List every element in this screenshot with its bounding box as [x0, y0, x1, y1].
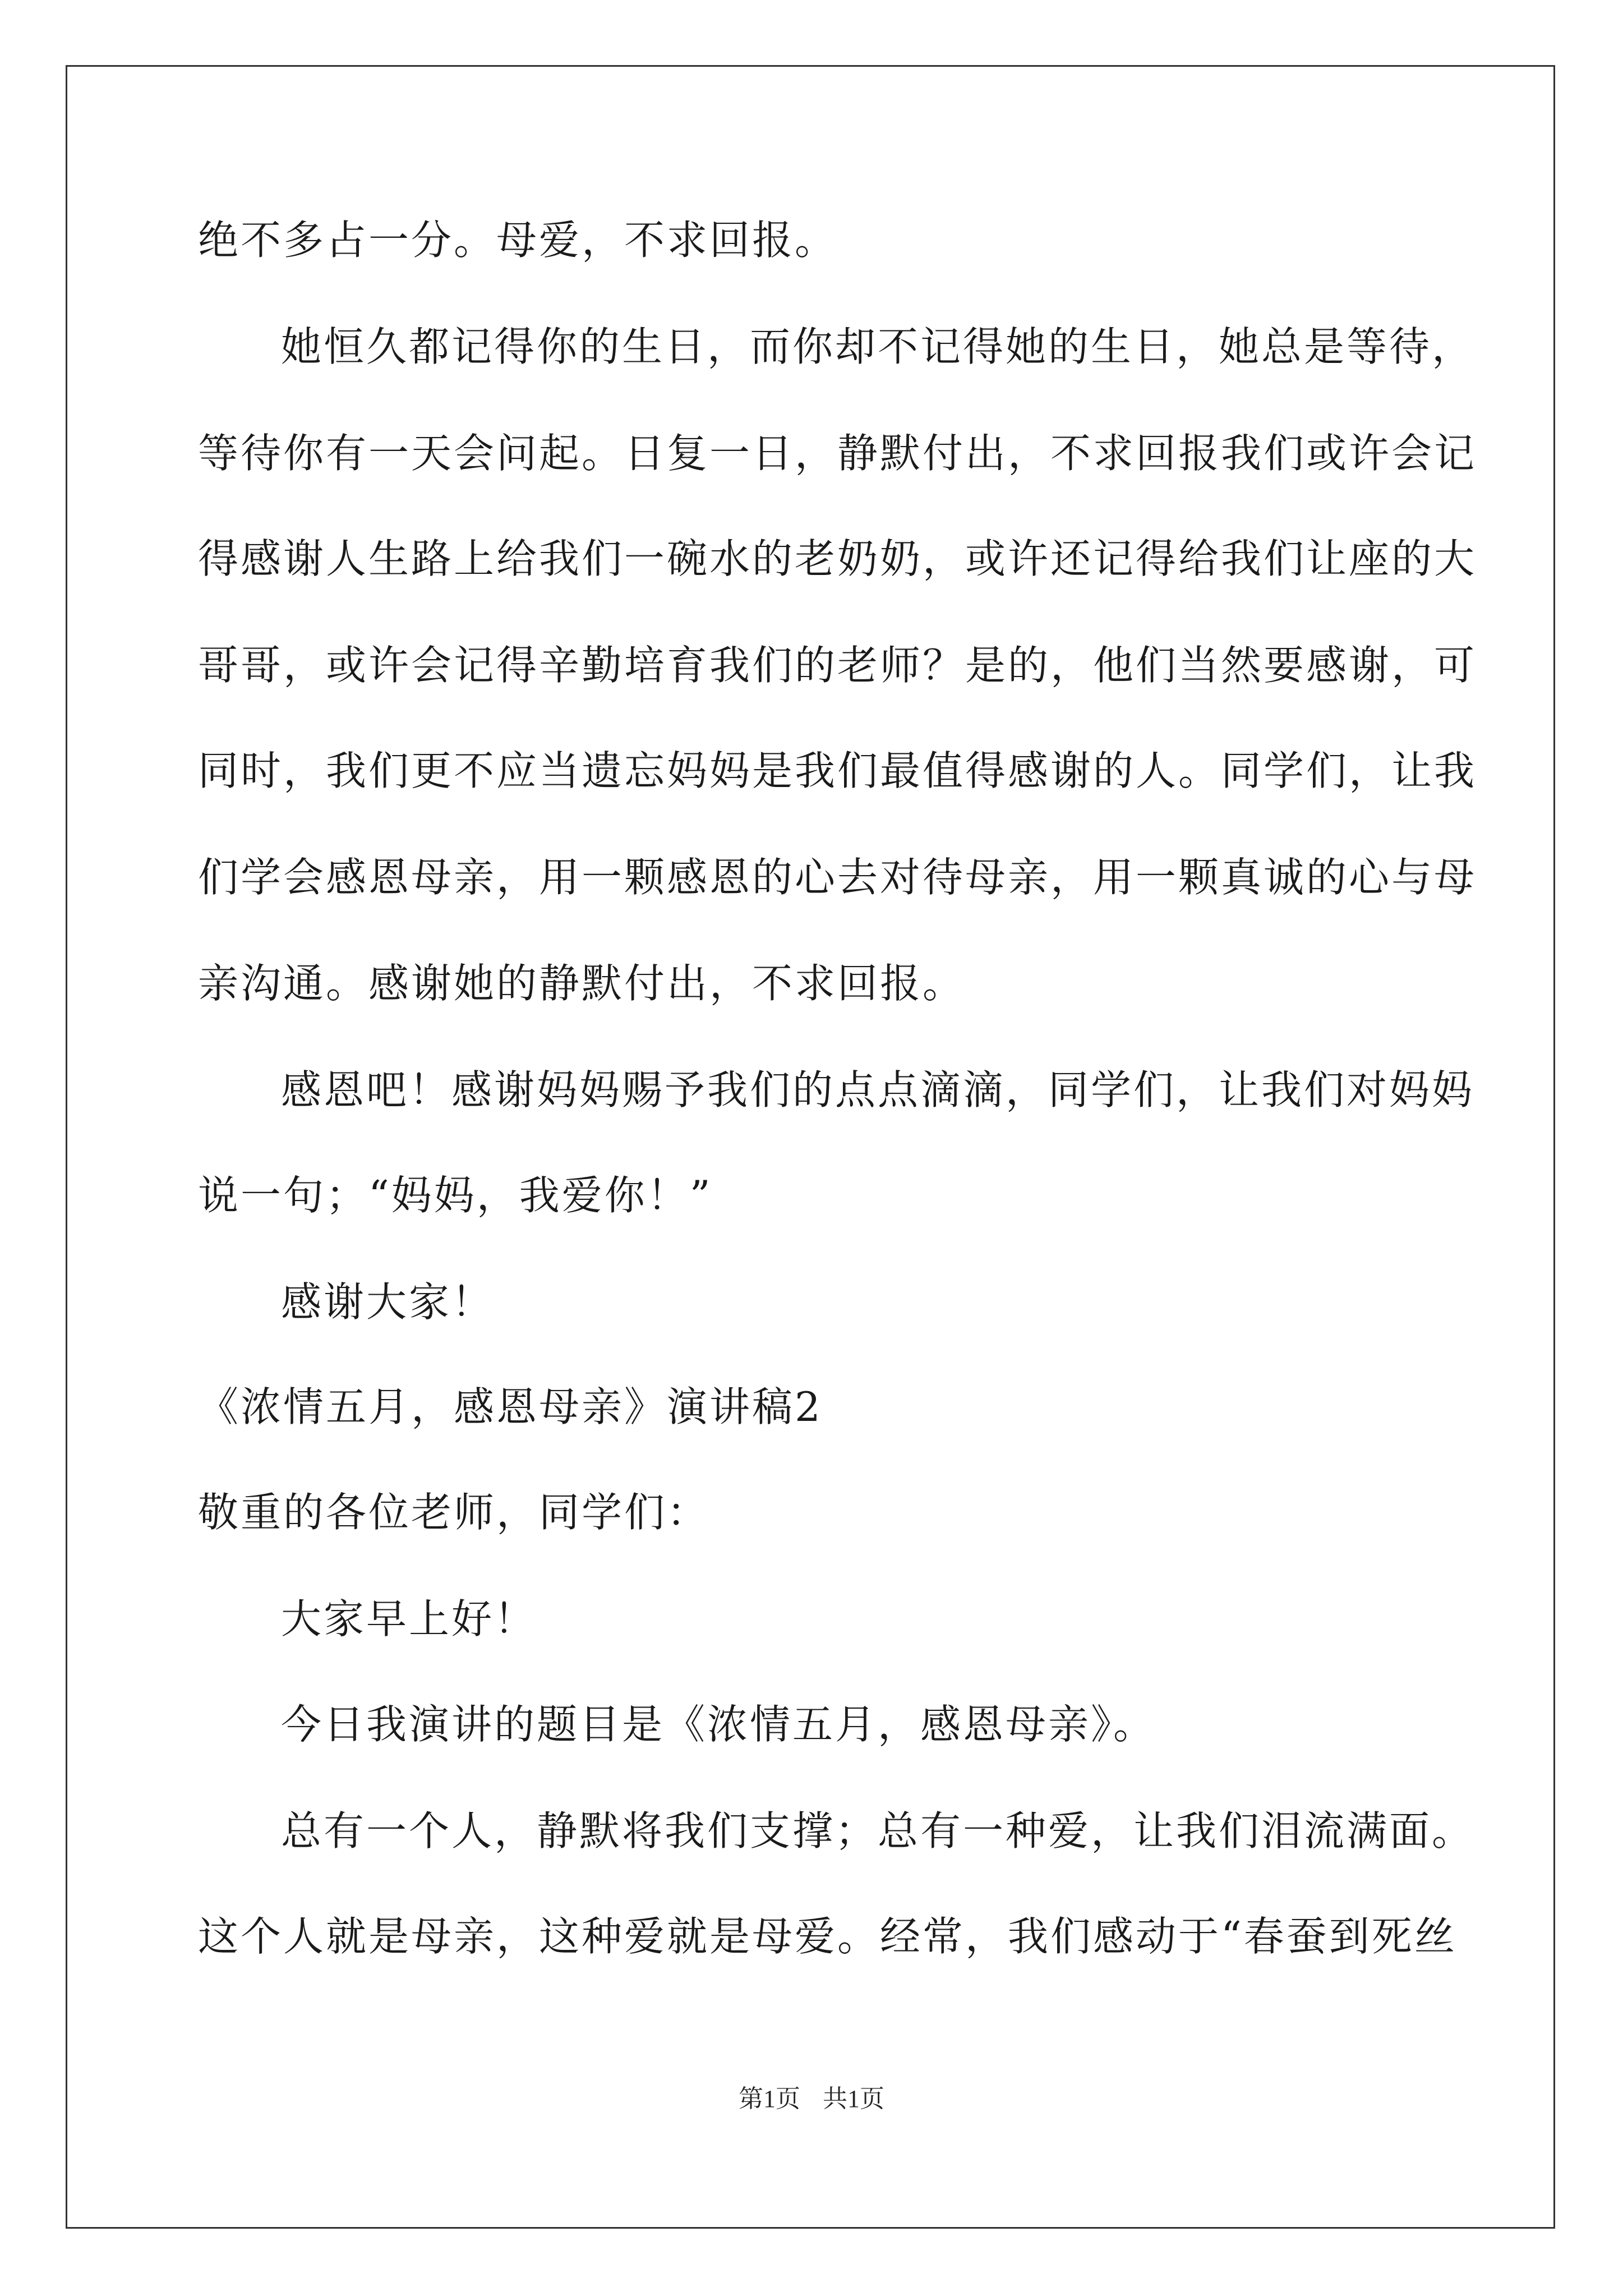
text-line: 得感谢人生路上给我们一碗水的老奶奶，或许还记得给我们让座的大 [198, 535, 1477, 582]
text-line: 同时，我们更不应当遗忘妈妈是我们最值得感谢的人。同学们，让我 [198, 747, 1477, 794]
text-line: 们学会感恩母亲，用一颗感恩的心去对待母亲，用一颗真诚的心与母 [198, 854, 1477, 901]
text-line: 感恩吧！感谢妈妈赐予我们的点点滴滴，同学们，让我们对妈妈 [281, 1066, 1475, 1114]
salutation: 敬重的各位老师，同学们： [198, 1489, 710, 1536]
text-line: 大家早上好！ [281, 1595, 537, 1642]
text-line: 这个人就是母亲，这种爱就是母爱。经常，我们感动于“春蚕到死丝 [198, 1913, 1457, 1960]
section-title: 《浓情五月，感恩母亲》演讲稿2 [198, 1383, 823, 1430]
text-line: 亲沟通。感谢她的静默付出，不求回报。 [198, 960, 966, 1007]
text-line: 感谢大家！ [281, 1278, 495, 1326]
page-number: 第1页 [739, 2085, 800, 2113]
text-line: 哥哥，或许会记得辛勤培育我们的老师？是的，他们当然要感谢，可 [198, 642, 1477, 689]
text-line: 总有一个人，静默将我们支撑；总有一种爱，让我们泪流满面。 [281, 1807, 1475, 1855]
text-line: 绝不多占一分。母爱，不求回报。 [198, 217, 838, 264]
text-line: 今日我演讲的题目是《浓情五月，感恩母亲》。 [281, 1701, 1156, 1748]
text-line: 她恒久都记得你的生日，而你却不记得她的生日，她总是等待， [281, 323, 1475, 370]
page-footer [0, 2082, 1623, 2116]
page-total: 共1页 [823, 2085, 884, 2113]
page-border [66, 65, 1555, 2229]
text-line: 说一句；“妈妈，我爱你！” [198, 1172, 713, 1219]
text-line: 等待你有一天会问起。日复一日，静默付出，不求回报我们或许会记 [198, 430, 1477, 477]
